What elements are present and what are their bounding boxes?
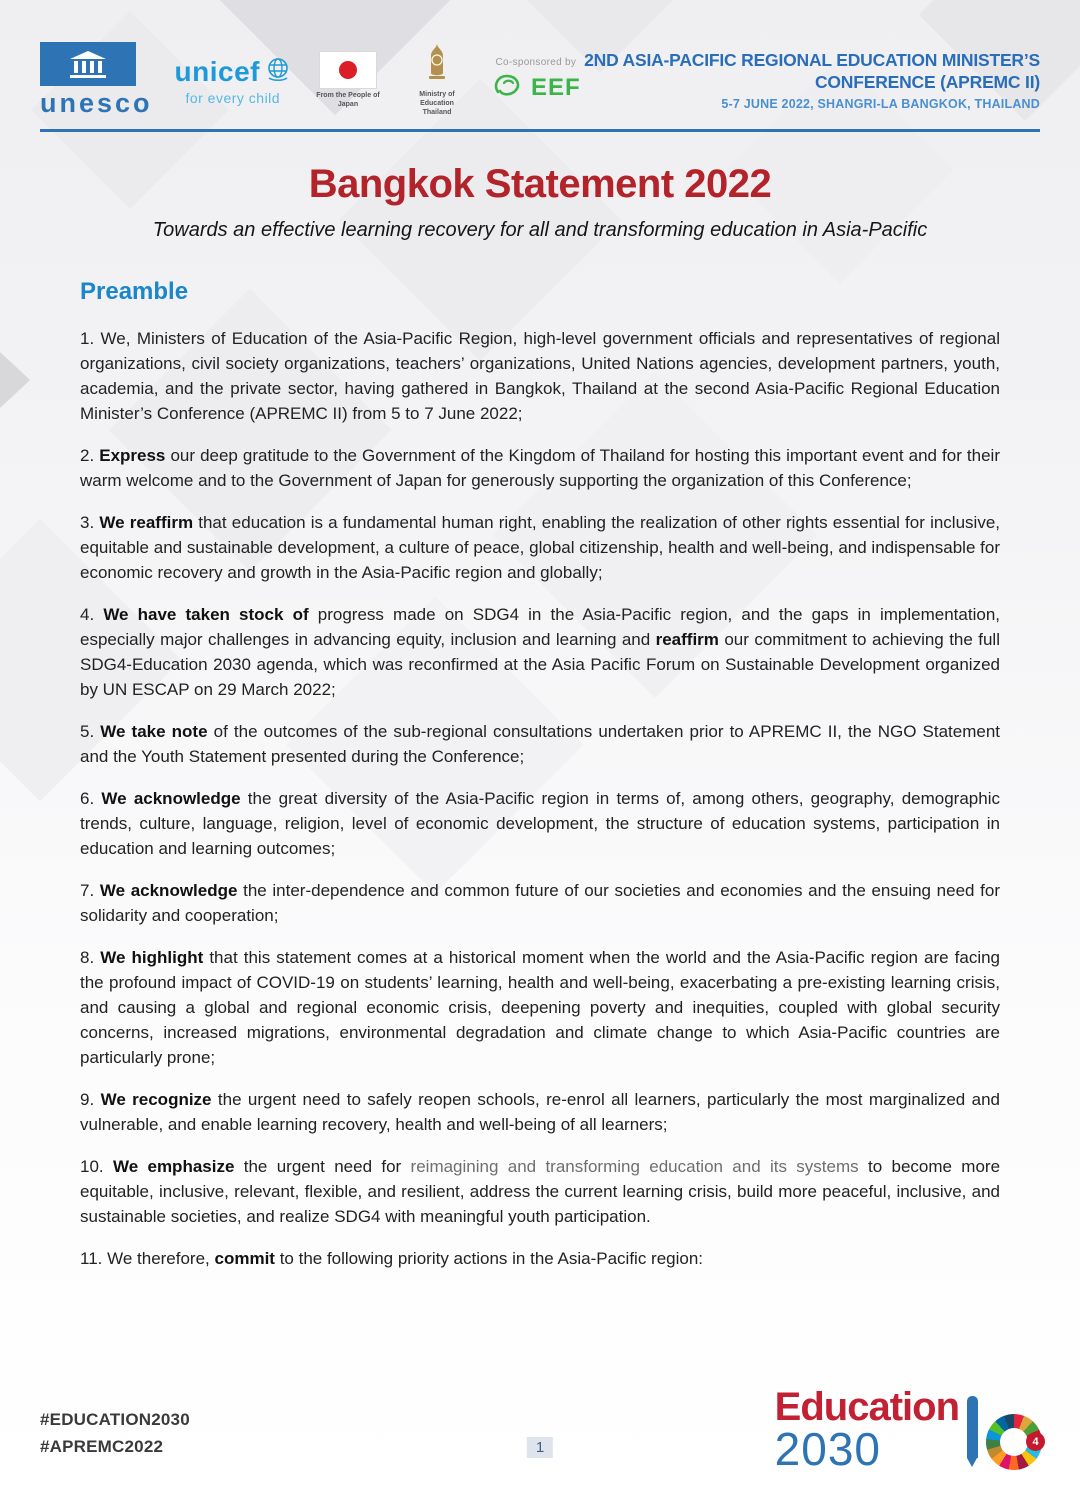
statement-paragraph: 5. We take note of the outcomes of the sub-regional consultations undertaken prior to APREMC II, the NGO Statement and the Youth Statement presented during the Conference; — [80, 722, 1000, 766]
statement-paragraph: 9. We recognize the urgent need to safely reopen schools, re-enrol all learners, particularly the most marginalized and vulnerable, and enable learning recovery, health and well-being of all learners; — [80, 1090, 1000, 1134]
thailand-caption: Ministry of Education Thailand — [419, 91, 455, 116]
hashtag-apremc2022: #APREMC2022 — [40, 1436, 164, 1456]
conference-date: 5-7 JUNE 2022, SHANGRI-LA BANGKOK, THAILAND — [721, 96, 1040, 111]
unicef-tagline: for every child — [185, 89, 281, 106]
statement-paragraph: 7. We acknowledge the inter-dependence and common future of our societies and economies and the ensuing need for solidarity and cooperation; — [80, 881, 1000, 925]
statement-paragraph: 10. We emphasize the urgent need for reimagining and transforming education and its systems to become more equitable, inclusive, relevant, flexible, and resilient, address the current learning crisis, build more peaceful, inclusive, and sustainable societies, and realize SDG4 with meaningful youth participation. — [80, 1157, 1001, 1226]
statement-paragraph: 6. We acknowledge the great diversity of the Asia-Pacific region in terms of, among others, geography, demographic trends, culture, language, religion, level of economic development, the structure of education systems, participation in education and learning outcomes; — [80, 789, 1000, 858]
education2030-word-education: Education — [774, 1384, 959, 1429]
pencil-icon — [967, 1396, 978, 1458]
section-heading-preamble: Preamble — [80, 278, 189, 305]
unesco-wordmark: unesco — [40, 88, 153, 118]
education2030-word-2030: 2030 — [774, 1422, 881, 1475]
eef-logo — [491, 57, 581, 104]
education-2030-logo — [774, 1384, 1042, 1475]
statement-paragraph: 8. We highlight that this statement comes at a historical moment when the world and the Asia-Pacific region are facing the profound impact of COVID-19 on students’ learning, health and well-being, exacerbating a pre-existing learning crisis, and causing a global and regional economic crisis, deepening poverty and inequities, coupled with global security concerns, increased migrations, environmental degradation and climate change to which Asia-Pacific countries are particularly prone; — [80, 948, 1000, 1067]
thailand-moe-logo — [405, 43, 469, 117]
sdg4-badge: 4 — [1026, 1432, 1045, 1451]
sdg-wheel-icon — [986, 1414, 1042, 1470]
conference-title: 2ND ASIA-PACIFIC REGIONAL EDUCATION MINISTER’S CONFERENCE (APREMC II) — [584, 50, 1040, 92]
footer-hashtags — [40, 1407, 190, 1460]
statement-paragraph: 3. We reaffirm that education is a fundamental human right, enabling the realization of other rights essential for inclusive, equitable and sustainable development, a culture of peace, global citizenship, health and well-being, and indispensable for economic recovery and growth in the Asia-Pacific region and globally; — [80, 513, 1000, 582]
unicef-globe-icon — [265, 56, 291, 87]
document-subtitle: Towards an effective learning recovery for all and transforming education in Asia-Pacific — [152, 219, 928, 241]
cosponsor-label: Co-sponsored by — [495, 57, 577, 68]
statement-paragraphs — [80, 326, 1000, 1271]
header-divider — [40, 129, 1040, 132]
page-number: 1 — [527, 1437, 553, 1458]
statement-paragraph: 11. We therefore, commit to the following priority actions in the Asia-Pacific region: — [80, 1249, 704, 1268]
partner-logos — [40, 42, 581, 119]
thailand-emblem-icon — [422, 70, 452, 87]
hashtag-education2030: #EDUCATION2030 — [40, 1410, 190, 1430]
unesco-logo — [40, 42, 153, 119]
statement-paragraph: 4. We have taken stock of progress made on SDG4 in the Asia-Pacific region, and the gaps in implementation, especially major challenges in advancing equity, inclusion and learning and reaffirm our commitment to achieving the full SDG4-Education 2030 agenda, which was reconfirmed at the Asia Pacific Forum on Sustainable Development organized by UN ESCAP on 29 March 2022; — [80, 605, 1000, 699]
page-header — [0, 0, 1080, 132]
unicef-logo — [175, 56, 291, 106]
statement-paragraph: 1. We, Ministers of Education of the Asia-Pacific Region, high-level government officials and representatives of regional organizations, civil society organizations, teachers’ organizations, United Nations agencies, development partners, youth, academia, and the private sector, having gathered in Bangkok, Thailand at the second Asia-Pacific Regional Education Minister’s Conference (APREMC II) from 5 to 7 June 2022; — [80, 329, 1000, 423]
statement-paragraph: 2. Express our deep gratitude to the Government of the Kingdom of Thailand for hosting this important event and for their warm welcome and to the Government of Japan for generously supporting the organization of this Conference; — [80, 446, 1000, 490]
eef-wordmark: EEF — [531, 73, 581, 101]
japan-flag-icon — [319, 51, 377, 89]
unicef-wordmark: unicef — [174, 55, 260, 87]
unesco-temple-icon — [40, 42, 136, 86]
document-title: Bangkok Statement 2022 — [308, 162, 772, 206]
page-footer — [0, 1360, 1080, 1490]
eef-icon — [491, 71, 525, 104]
japan-caption: From the People of Japan — [316, 92, 380, 108]
japan-flag-logo — [313, 51, 383, 110]
